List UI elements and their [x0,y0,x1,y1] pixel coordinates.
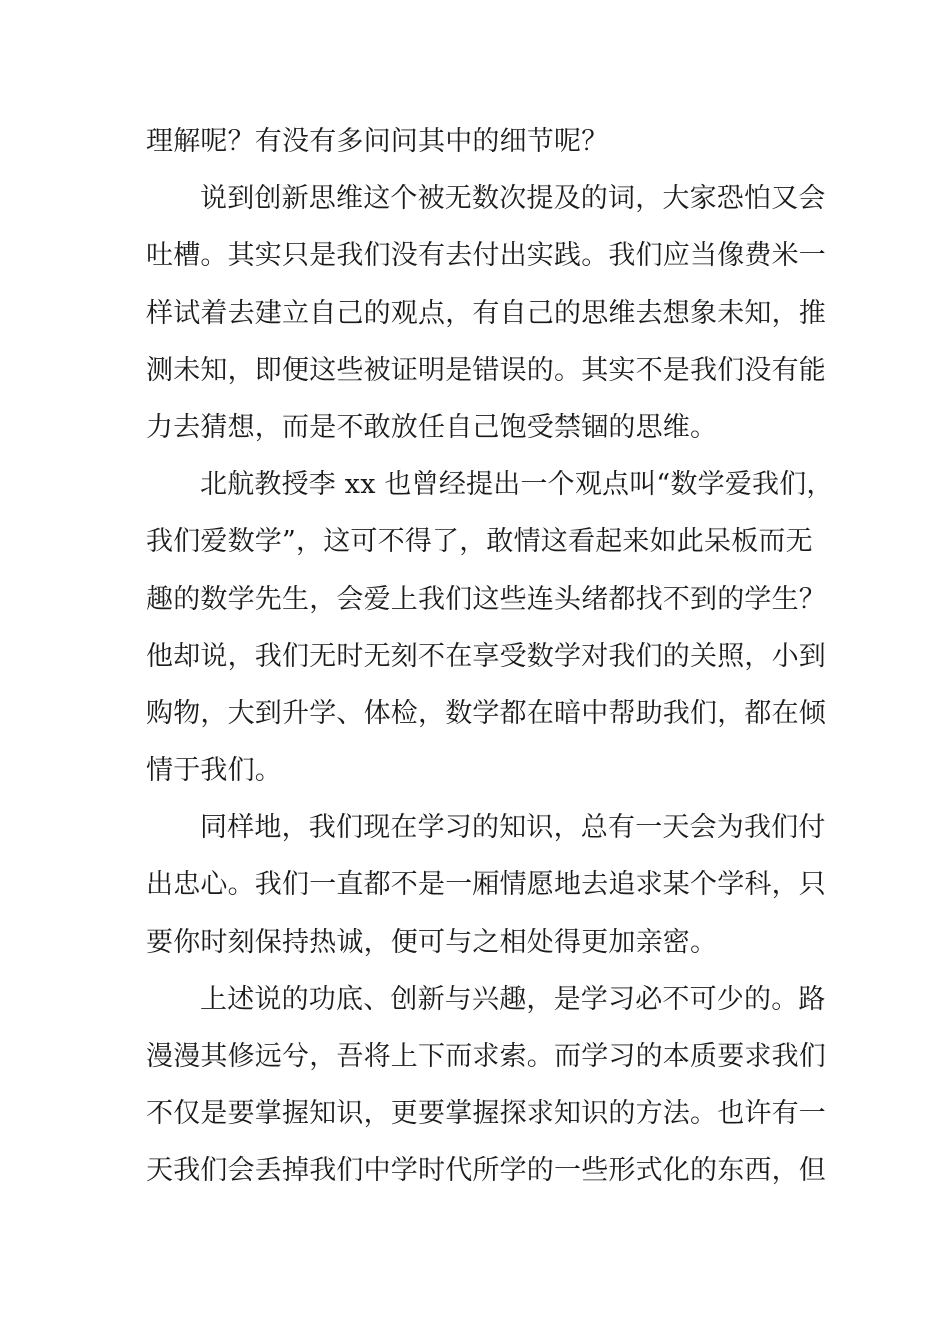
text-line: 样试着去建立自己的观点，有自己的思维去想象未知，推 [146,297,826,329]
text-line: 天我们会丢掉我们中学时代所学的一些形式化的东西，但 [146,1155,826,1187]
body-text [146,113,834,1200]
paragraph-first-line: 北航教授李 xx 也曾经提出一个观点叫“数学爱我们， [200,469,834,501]
text-line: 不仅是要掌握知识，更要掌握探求知识的方法。也许有一 [146,1098,826,1130]
text-line: 漫漫其修远兮，吾将上下而求索。而学习的本质要求我们 [146,1041,826,1072]
text-line: 我们爱数学”，这可不得了，敢情这看起来如此呆板而无 [146,526,813,558]
paragraph-first-line: 上述说的功底、创新与兴趣，是学习必不可少的。路 [200,983,826,1015]
text-line: 情于我们。 [146,755,282,787]
text-line: 购物，大到升学、体检，数学都在暗中帮助我们，都在倾 [146,697,826,729]
text-line: 理解呢？有没有多问问其中的细节呢？ [146,126,609,157]
text-line: 吐槽。其实只是我们没有去付出实践。我们应当像费米一 [146,240,826,272]
paragraph-first-line: 同样地，我们现在学习的知识，总有一天会为我们付 [200,812,826,844]
paragraph-first-line: 说到创新思维这个被无数次提及的词，大家恐怕又会 [200,183,826,215]
text-line: 出忠心。我们一直都不是一厢情愿地去追求某个学科，只 [146,869,826,901]
text-line: 测未知，即便这些被证明是错误的。其实不是我们没有能 [146,354,826,386]
text-line: 他却说，我们无时无刻不在享受数学对我们的关照，小到 [146,640,826,672]
text-line: 力去猜想，而是不敢放任自己饱受禁锢的思维。 [146,411,718,443]
text-line: 要你时刻保持热诚，便可与之相处得更加亲密。 [146,926,718,958]
text-line: 趣的数学先生，会爱上我们这些连头绪都找不到的学生？ [146,583,826,615]
